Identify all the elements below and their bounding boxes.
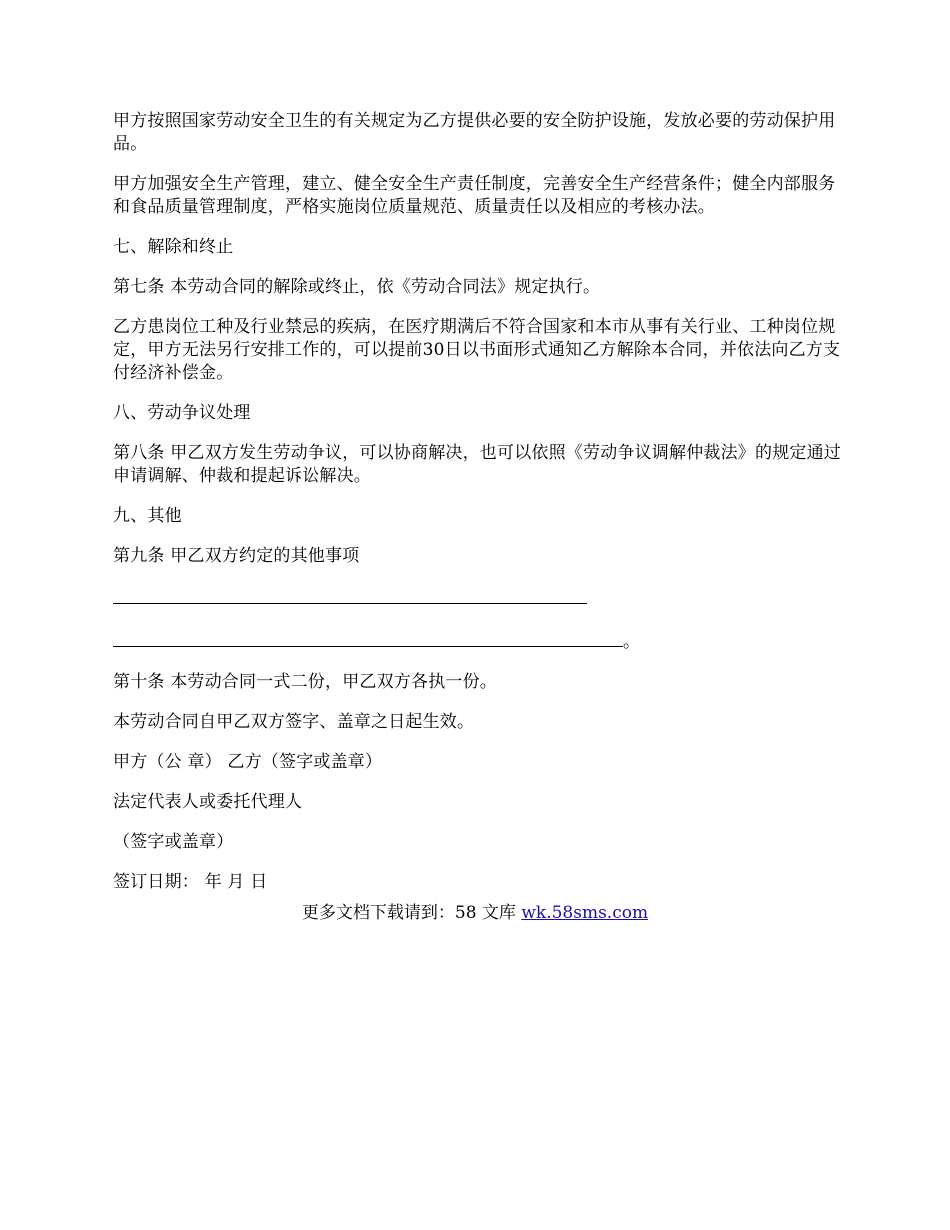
download-footer [0, 902, 950, 925]
article-10: 第十条 本劳动合同一式二份，甲乙双方各执一份。 [113, 672, 498, 692]
blank-line-2 [113, 628, 843, 654]
signature-note: （签字或盖章） [113, 832, 234, 852]
document-body [113, 110, 843, 911]
legal-representative: 法定代表人或委托代理人 [113, 792, 303, 812]
article-8: 第八条 甲乙双方发生劳动争议，可以协商解决，也可以依照《劳动争议调解仲裁法》的规定通过申请调解、仲裁和提起诉讼解决。 [113, 443, 842, 486]
section-heading-other: 九、其他 [113, 506, 182, 526]
article-7: 第七条 本劳动合同的解除或终止，依《劳动合同法》规定执行。 [113, 277, 601, 297]
paragraph-safety-management: 甲方加强安全生产管理，建立、健全安全生产责任制度，完善安全生产经营条件；健全内部服务和食品质量管理制度，严格实施岗位质量规范、质量责任以及相应的考核办法。 [113, 174, 836, 217]
fill-in-line [113, 628, 623, 647]
signature-parties: 甲方（公 章） 乙方（签字或盖章） [113, 752, 383, 772]
paragraph-illness-termination: 乙方患岗位工种及行业禁忌的疾病，在医疗期满后不符合国家和本市从事有关行业、工种岗位规定，甲方无法另行安排工作的，可以提前30日以书面形式通知乙方解除本合同，并依法向乙方支付经济补偿金。 [113, 317, 841, 383]
fill-in-line [113, 585, 587, 604]
section-heading-disputes: 八、劳动争议处理 [113, 403, 251, 423]
article-9: 第九条 甲乙双方约定的其他事项 [113, 546, 360, 566]
footer-link[interactable]: wk.58sms.com [521, 903, 649, 923]
blank-line-suffix: 。 [623, 632, 640, 652]
paragraph-safety-equipment: 甲方按照国家劳动安全卫生的有关规定为乙方提供必要的安全防护设施，发放必要的劳动保护用品。 [113, 111, 836, 154]
signing-date: 签订日期： 年 月 日 [113, 872, 268, 892]
footer-prefix: 更多文档下载请到：58 文库 [301, 903, 522, 923]
section-heading-termination: 七、解除和终止 [113, 237, 234, 257]
blank-line-1 [113, 585, 843, 611]
paragraph-effective: 本劳动合同自甲乙双方签字、盖章之日起生效。 [113, 712, 475, 732]
